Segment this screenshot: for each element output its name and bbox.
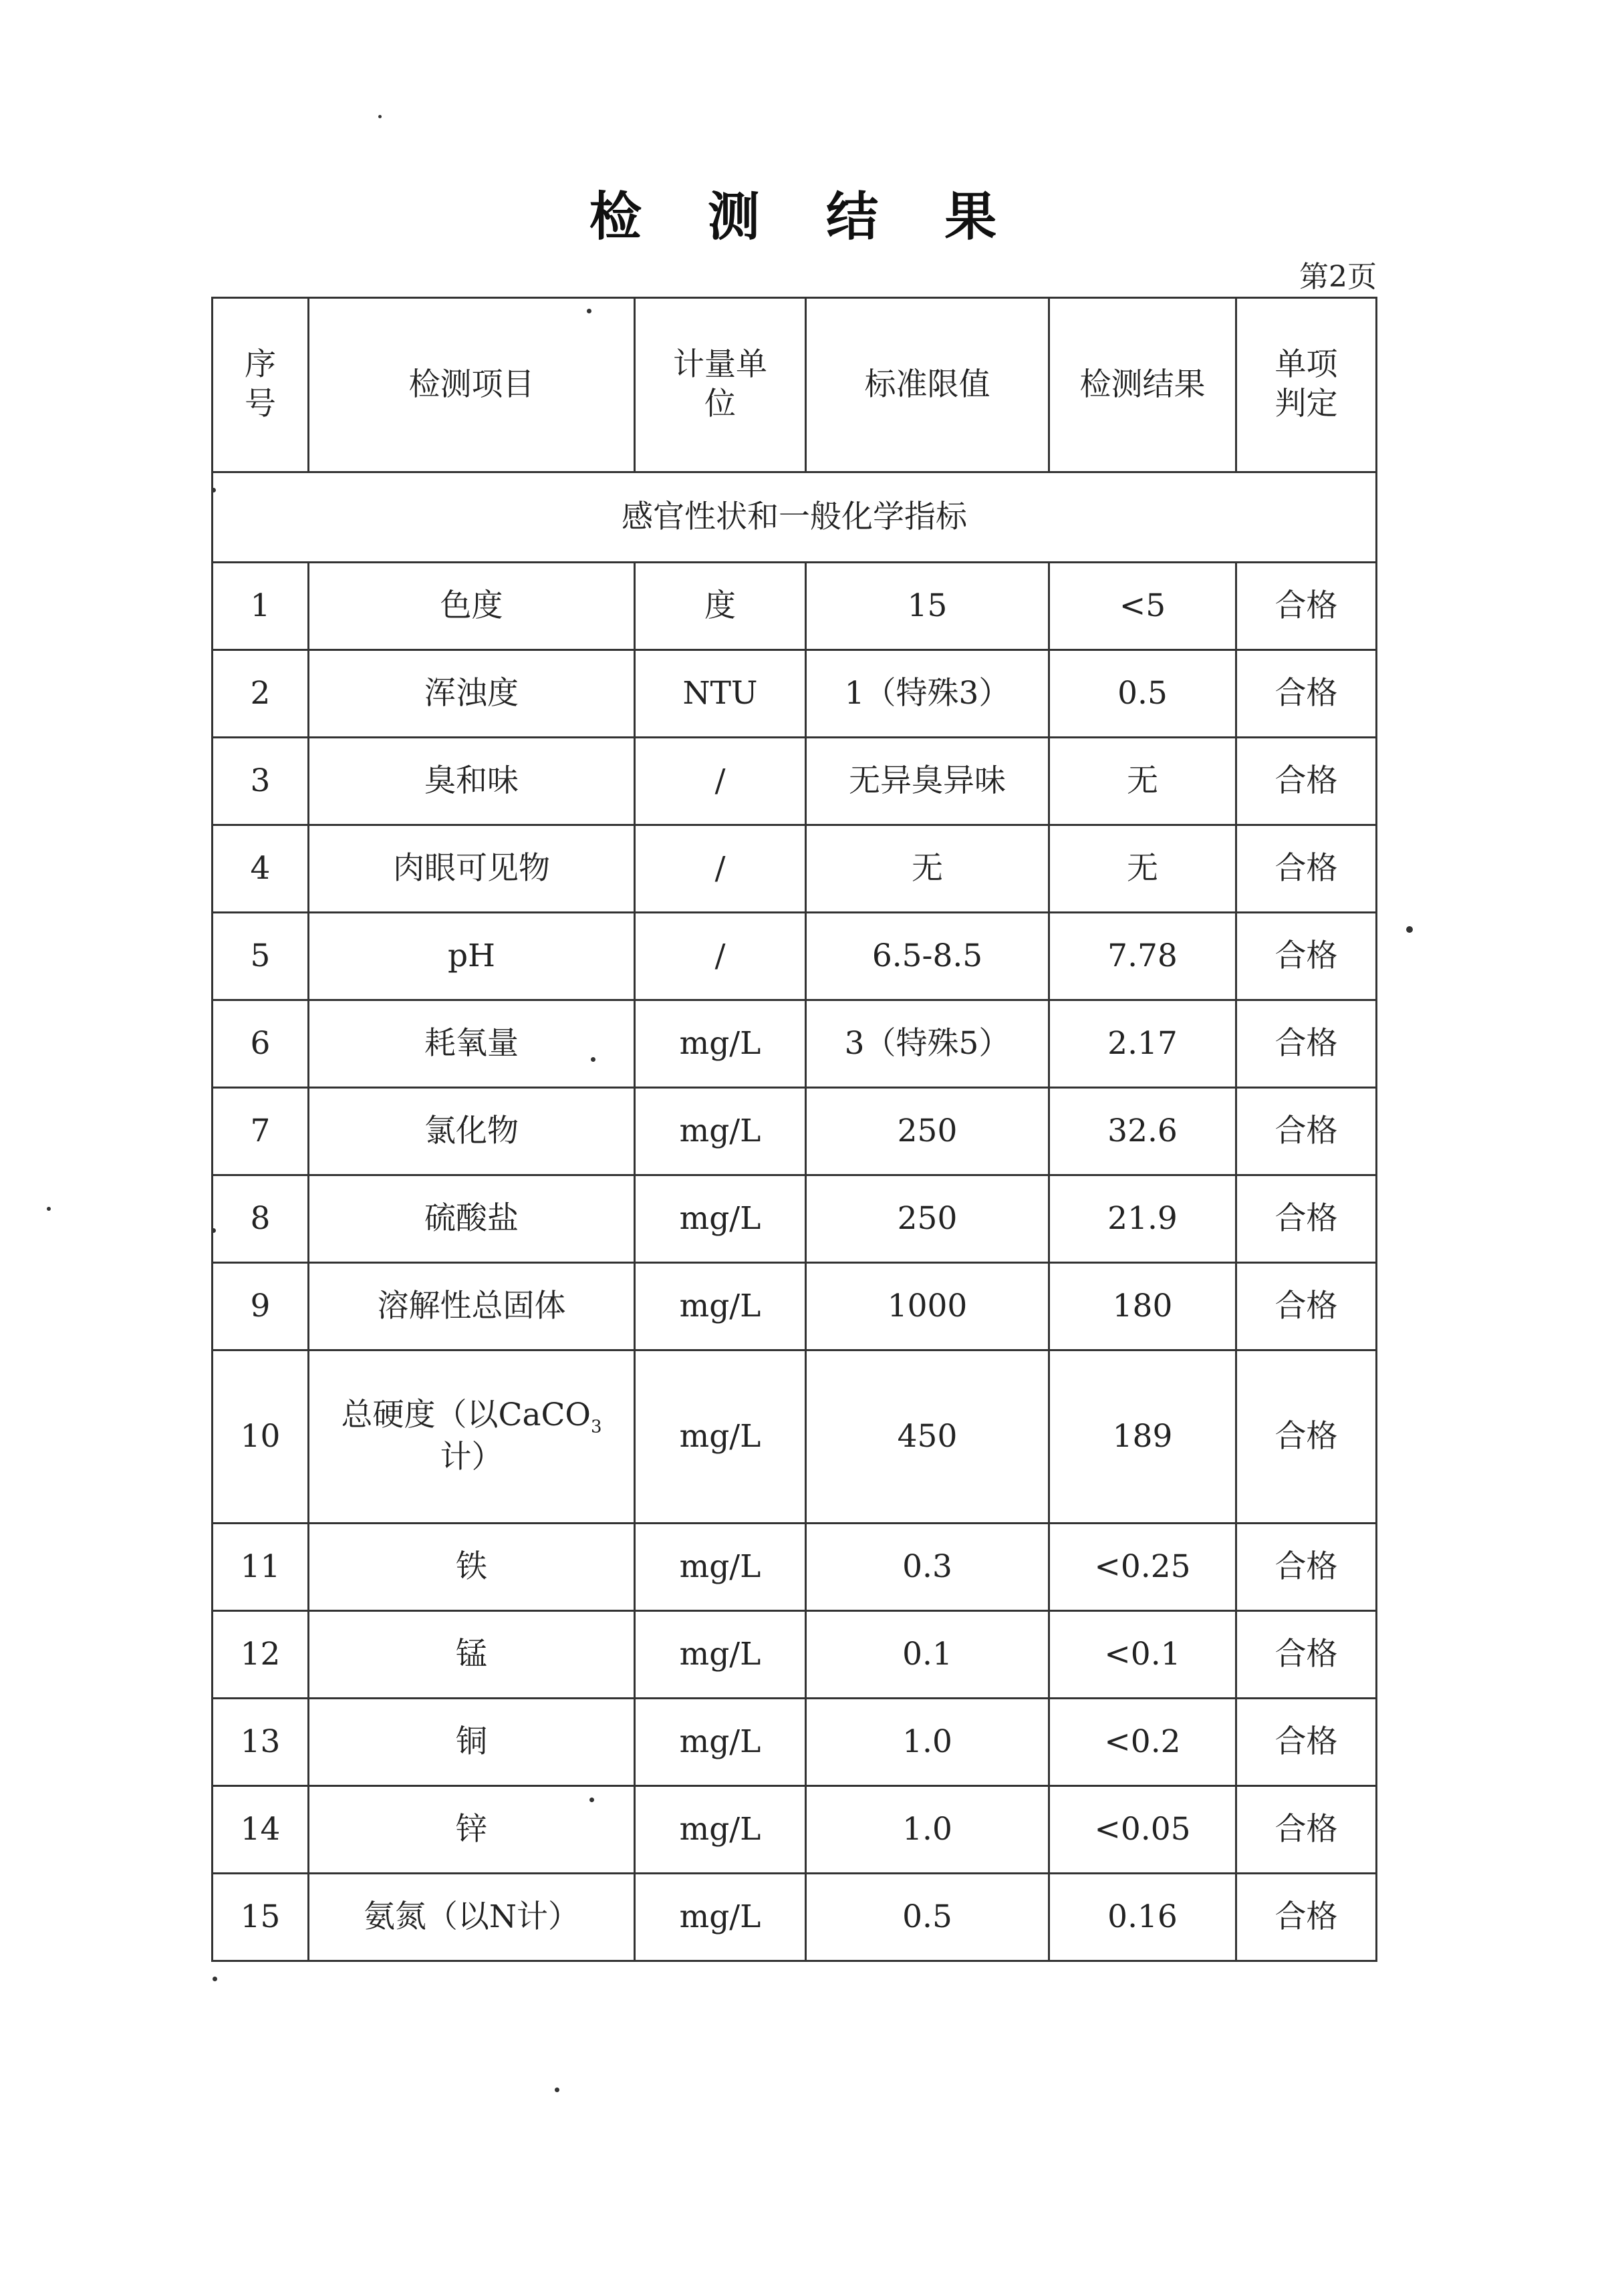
section-title: 感官性状和一般化学指标 [213, 472, 1377, 563]
cell-no: 13 [213, 1699, 309, 1786]
cell-unit: / [635, 825, 806, 913]
cell-item: 浑浊度 [309, 650, 635, 738]
cell-result: 0.16 [1049, 1874, 1236, 1961]
cell-no: 2 [213, 650, 309, 738]
cell-verdict: 合格 [1236, 1000, 1377, 1088]
cell-unit: mg/L [635, 1175, 806, 1263]
header-limit: 标准限值 [806, 298, 1049, 472]
cell-no: 12 [213, 1611, 309, 1699]
cell-limit: 3（特殊5） [806, 1000, 1049, 1088]
cell-limit: 1（特殊3） [806, 650, 1049, 738]
cell-item: 耗氧量 [309, 1000, 635, 1088]
cell-limit: 15 [806, 563, 1049, 650]
table-row [213, 1263, 1377, 1350]
cell-unit: mg/L [635, 1874, 806, 1961]
cell-item: 臭和味 [309, 738, 635, 825]
cell-item: 氨氮（以N计） [309, 1874, 635, 1961]
cell-result: 7.78 [1049, 913, 1236, 1000]
cell-no: 7 [213, 1088, 309, 1175]
cell-result: <0.1 [1049, 1611, 1236, 1699]
cell-unit: mg/L [635, 1000, 806, 1088]
cell-no: 9 [213, 1263, 309, 1350]
page-title: 检 测 结 果 [589, 187, 1021, 247]
table-row [213, 563, 1377, 650]
cell-result: 无 [1049, 825, 1236, 913]
cell-unit: mg/L [635, 1611, 806, 1699]
cell-limit: 无 [806, 825, 1049, 913]
header-unit-line2: 位 [704, 386, 736, 422]
cell-item: 铁 [309, 1524, 635, 1611]
cell-no: 5 [213, 913, 309, 1000]
cell-no: 11 [213, 1524, 309, 1611]
cell-unit: mg/L [635, 1524, 806, 1611]
cell-result: <0.2 [1049, 1699, 1236, 1786]
cell-item: 硫酸盐 [309, 1175, 635, 1263]
table-row [213, 1175, 1377, 1263]
table-row [213, 825, 1377, 913]
cell-limit: 250 [806, 1088, 1049, 1175]
cell-no: 3 [213, 738, 309, 825]
section-row [213, 472, 1377, 563]
scan-speck [589, 1798, 594, 1802]
table-row [213, 738, 1377, 825]
cell-verdict: 合格 [1236, 563, 1377, 650]
cell-no: 10 [213, 1350, 309, 1524]
table-row [213, 1350, 1377, 1524]
cell-result: <0.05 [1049, 1786, 1236, 1874]
scan-speck [47, 1207, 51, 1211]
cell-unit: / [635, 738, 806, 825]
cell-verdict: 合格 [1236, 1786, 1377, 1874]
header-result: 检测结果 [1049, 298, 1236, 472]
cell-item-line2: 计） [440, 1439, 503, 1476]
header-seq [213, 298, 309, 472]
cell-item [309, 1350, 635, 1524]
cell-verdict: 合格 [1236, 1874, 1377, 1961]
scan-speck [591, 1057, 595, 1062]
header-verdict [1236, 298, 1377, 472]
cell-item-subscript: 3 [590, 1417, 602, 1437]
cell-verdict: 合格 [1236, 1350, 1377, 1524]
cell-limit: 无异臭异味 [806, 738, 1049, 825]
cell-limit: 450 [806, 1350, 1049, 1524]
table-row [213, 1874, 1377, 1961]
header-verdict-line2: 判定 [1274, 386, 1338, 422]
scan-speck [213, 1977, 217, 1981]
cell-unit: / [635, 913, 806, 1000]
cell-verdict: 合格 [1236, 1175, 1377, 1263]
scan-speck [211, 488, 216, 492]
scan-speck [211, 1228, 216, 1233]
table-row [213, 1786, 1377, 1874]
cell-verdict: 合格 [1236, 1524, 1377, 1611]
cell-verdict: 合格 [1236, 913, 1377, 1000]
cell-result: 32.6 [1049, 1088, 1236, 1175]
scan-speck [555, 2088, 559, 2092]
cell-unit: mg/L [635, 1350, 806, 1524]
cell-item: 色度 [309, 563, 635, 650]
cell-verdict: 合格 [1236, 738, 1377, 825]
cell-limit: 1.0 [806, 1699, 1049, 1786]
cell-unit: mg/L [635, 1088, 806, 1175]
cell-verdict: 合格 [1236, 1263, 1377, 1350]
cell-result: 无 [1049, 738, 1236, 825]
cell-verdict: 合格 [1236, 1088, 1377, 1175]
cell-item: 溶解性总固体 [309, 1263, 635, 1350]
header-verdict-line1: 单项 [1274, 346, 1338, 384]
cell-no: 15 [213, 1874, 309, 1961]
cell-result: 180 [1049, 1263, 1236, 1350]
cell-result: 0.5 [1049, 650, 1236, 738]
cell-limit: 1.0 [806, 1786, 1049, 1874]
cell-result: <5 [1049, 563, 1236, 650]
cell-item: pH [309, 913, 635, 1000]
cell-unit: mg/L [635, 1263, 806, 1350]
cell-result: <0.25 [1049, 1524, 1236, 1611]
cell-result: 189 [1049, 1350, 1236, 1524]
cell-result: 21.9 [1049, 1175, 1236, 1263]
cell-unit: mg/L [635, 1786, 806, 1874]
cell-item-line1 [313, 1396, 630, 1438]
cell-verdict: 合格 [1236, 1699, 1377, 1786]
scan-speck [378, 115, 382, 118]
header-unit [635, 298, 806, 472]
scan-speck [1406, 926, 1413, 933]
table-row [213, 1000, 1377, 1088]
cell-unit: 度 [635, 563, 806, 650]
cell-no: 6 [213, 1000, 309, 1088]
results-table [211, 297, 1377, 1962]
cell-unit: mg/L [635, 1699, 806, 1786]
table-row [213, 1088, 1377, 1175]
header-seq-line2: 号 [245, 386, 276, 422]
cell-limit: 0.3 [806, 1524, 1049, 1611]
header-item: 检测项目 [309, 298, 635, 472]
cell-verdict: 合格 [1236, 1611, 1377, 1699]
cell-no: 4 [213, 825, 309, 913]
table-row [213, 1699, 1377, 1786]
cell-limit: 1000 [806, 1263, 1049, 1350]
scan-speck [587, 309, 591, 313]
cell-item: 铜 [309, 1699, 635, 1786]
cell-item: 锌 [309, 1786, 635, 1874]
page-number: 第2页 [1299, 260, 1377, 294]
table-row [213, 1524, 1377, 1611]
cell-limit: 250 [806, 1175, 1049, 1263]
cell-verdict: 合格 [1236, 825, 1377, 913]
cell-item-text: 总硬度（以CaCO [341, 1397, 591, 1434]
cell-verdict: 合格 [1236, 650, 1377, 738]
cell-limit: 6.5-8.5 [806, 913, 1049, 1000]
header-seq-line1: 序 [245, 346, 276, 384]
cell-item: 氯化物 [309, 1088, 635, 1175]
header-unit-line1: 计量单 [673, 346, 767, 384]
cell-unit: NTU [635, 650, 806, 738]
cell-limit: 0.5 [806, 1874, 1049, 1961]
cell-item: 肉眼可见物 [309, 825, 635, 913]
table-row [213, 913, 1377, 1000]
cell-no: 8 [213, 1175, 309, 1263]
cell-limit: 0.1 [806, 1611, 1049, 1699]
header-row [213, 298, 1377, 472]
cell-result: 2.17 [1049, 1000, 1236, 1088]
table-row [213, 650, 1377, 738]
table-row [213, 1611, 1377, 1699]
cell-no: 1 [213, 563, 309, 650]
cell-no: 14 [213, 1786, 309, 1874]
cell-item: 锰 [309, 1611, 635, 1699]
